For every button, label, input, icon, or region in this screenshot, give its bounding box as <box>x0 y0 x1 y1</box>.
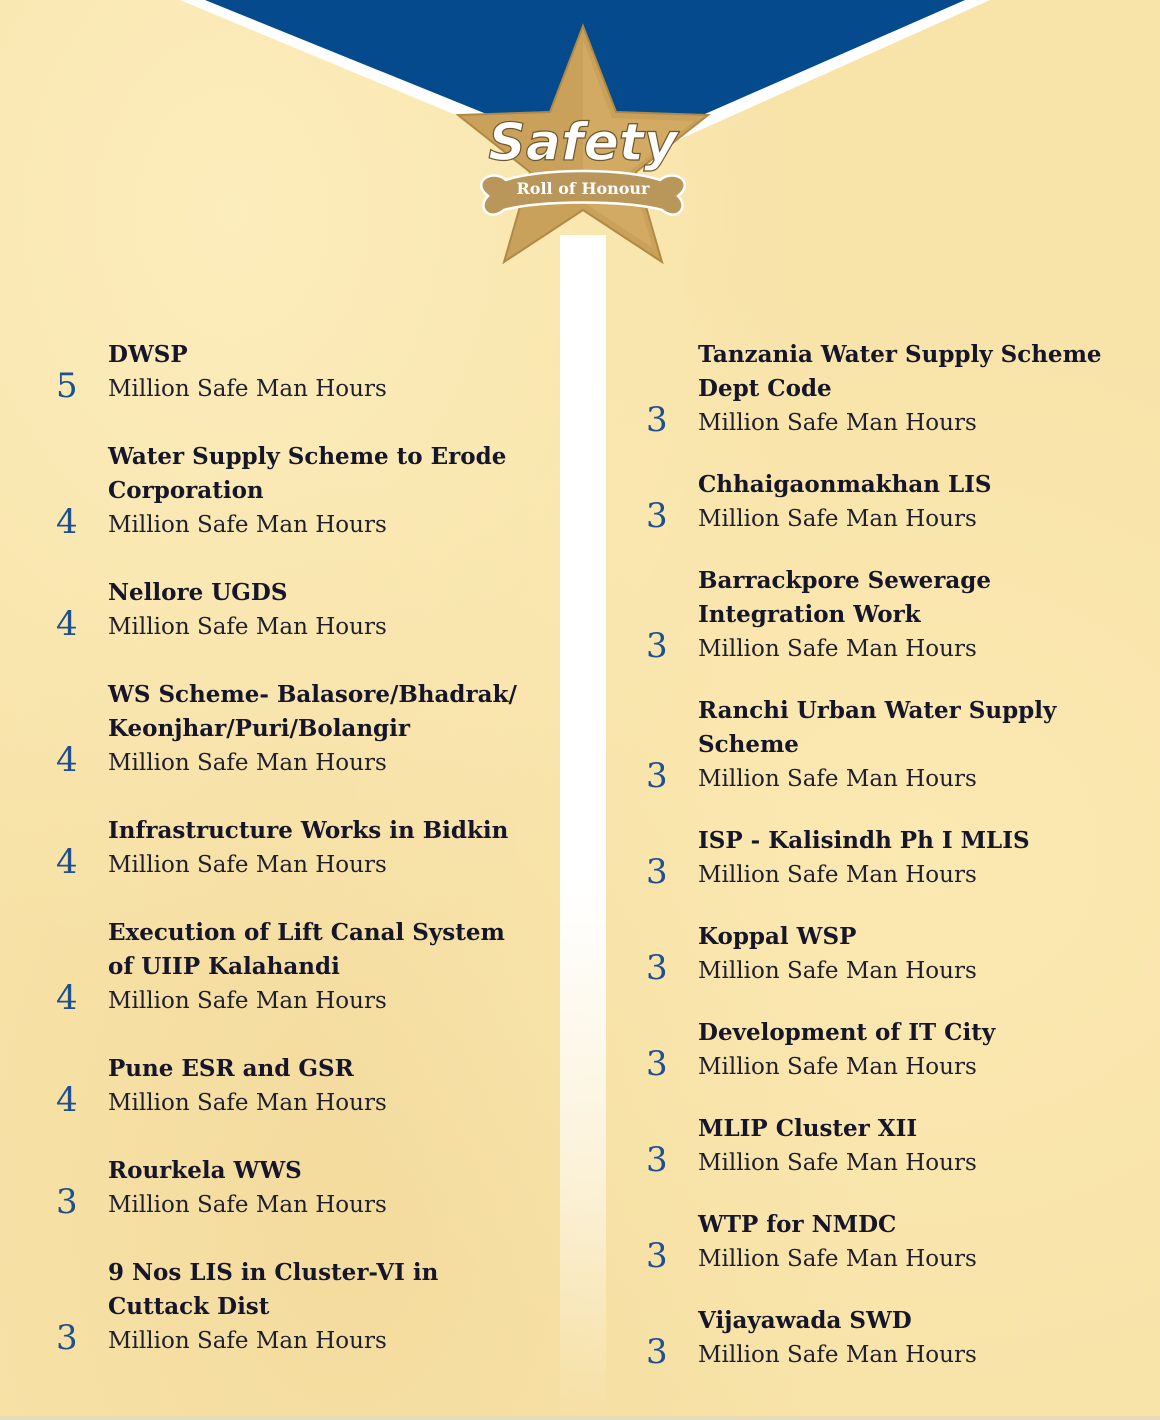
honour-entry <box>642 1016 1112 1084</box>
honour-entry <box>642 564 1112 666</box>
million-hours-number: 4 <box>56 978 78 1018</box>
badge-title: Safety <box>488 113 678 173</box>
project-name: Vijayawada SWD <box>698 1307 912 1334</box>
honour-entry <box>642 1304 1112 1372</box>
honour-entry <box>642 694 1112 796</box>
million-hours-number: 4 <box>56 502 78 542</box>
million-hours-number: 3 <box>56 1318 78 1358</box>
safe-hours-unit: Million Safe Man Hours <box>698 958 977 984</box>
million-hours-number: 4 <box>56 1080 78 1120</box>
safe-hours-unit: Million Safe Man Hours <box>698 1150 977 1176</box>
project-name: WTP for NMDC <box>698 1211 897 1238</box>
honour-entry <box>52 576 532 644</box>
left-column <box>52 338 532 1392</box>
million-hours-number: 5 <box>56 366 78 406</box>
million-hours-number: 3 <box>646 852 668 892</box>
million-hours-number: 3 <box>646 1236 668 1276</box>
safe-hours-unit: Million Safe Man Hours <box>108 1090 387 1116</box>
safe-hours-unit: Million Safe Man Hours <box>108 1192 387 1218</box>
safe-hours-unit: Million Safe Man Hours <box>698 766 977 792</box>
honour-entry <box>52 814 532 882</box>
safe-hours-unit: Million Safe Man Hours <box>698 1342 977 1368</box>
right-column <box>642 338 1112 1400</box>
safe-hours-unit: Million Safe Man Hours <box>108 512 387 538</box>
project-name: MLIP Cluster XII <box>698 1115 918 1142</box>
project-name: Execution of Lift Canal System of UIIP Kalahandi <box>108 919 505 980</box>
project-name: 9 Nos LIS in Cluster-VI in Cuttack Dist <box>108 1259 439 1320</box>
safe-hours-unit: Million Safe Man Hours <box>698 636 977 662</box>
project-name: Tanzania Water Supply Scheme Dept Code <box>698 341 1102 402</box>
million-hours-number: 3 <box>646 948 668 988</box>
project-name: Water Supply Scheme to Erode Corporation <box>108 443 507 504</box>
honour-entry <box>642 824 1112 892</box>
million-hours-number: 4 <box>56 604 78 644</box>
safe-hours-unit: Million Safe Man Hours <box>698 1246 977 1272</box>
million-hours-number: 3 <box>646 400 668 440</box>
project-name: Pune ESR and GSR <box>108 1055 354 1082</box>
safe-hours-unit: Million Safe Man Hours <box>698 862 977 888</box>
million-hours-number: 3 <box>646 1332 668 1372</box>
honour-entry <box>642 468 1112 536</box>
million-hours-number: 3 <box>646 626 668 666</box>
honour-entry <box>642 920 1112 988</box>
project-name: DWSP <box>108 341 188 368</box>
safe-hours-unit: Million Safe Man Hours <box>108 1328 387 1354</box>
badge-subtitle: Roll of Honour <box>516 179 650 198</box>
million-hours-number: 4 <box>56 842 78 882</box>
project-name: Koppal WSP <box>698 923 857 950</box>
honour-entry <box>52 1256 532 1358</box>
million-hours-number: 3 <box>646 756 668 796</box>
safe-hours-unit: Million Safe Man Hours <box>698 410 977 436</box>
project-name: Chhaigaonmakhan LIS <box>698 471 992 498</box>
project-name: Nellore UGDS <box>108 579 288 606</box>
safe-hours-unit: Million Safe Man Hours <box>698 1054 977 1080</box>
honour-entry <box>52 916 532 1018</box>
million-hours-number: 3 <box>646 496 668 536</box>
column-divider <box>560 235 606 1420</box>
project-name: Development of IT City <box>698 1019 996 1046</box>
safe-hours-unit: Million Safe Man Hours <box>108 376 387 402</box>
safe-hours-unit: Million Safe Man Hours <box>108 750 387 776</box>
project-name: ISP - Kalisindh Ph I MLIS <box>698 827 1030 854</box>
project-name: Ranchi Urban Water Supply Scheme <box>698 697 1057 758</box>
project-name: Rourkela WWS <box>108 1157 302 1184</box>
honour-entry <box>52 1154 532 1222</box>
safe-hours-unit: Million Safe Man Hours <box>108 614 387 640</box>
safe-hours-unit: Million Safe Man Hours <box>108 852 387 878</box>
honour-entry <box>52 678 532 780</box>
project-name: Infrastructure Works in Bidkin <box>108 817 509 844</box>
honour-entry <box>52 338 532 406</box>
project-name: Barrackpore Sewerage Integration Work <box>698 567 992 628</box>
honour-entry <box>642 338 1112 440</box>
million-hours-number: 3 <box>646 1140 668 1180</box>
honour-entry <box>642 1112 1112 1180</box>
honour-entry <box>52 1052 532 1120</box>
million-hours-number: 3 <box>646 1044 668 1084</box>
project-name: WS Scheme- Balasore/Bhadrak/ Keonjhar/Puri/Bolangir <box>108 681 517 742</box>
bottom-rule <box>0 1416 1160 1420</box>
safe-hours-unit: Million Safe Man Hours <box>698 506 977 532</box>
honour-entry <box>642 1208 1112 1276</box>
honour-entry <box>52 440 532 542</box>
million-hours-number: 3 <box>56 1182 78 1222</box>
safe-hours-unit: Million Safe Man Hours <box>108 988 387 1014</box>
million-hours-number: 4 <box>56 740 78 780</box>
